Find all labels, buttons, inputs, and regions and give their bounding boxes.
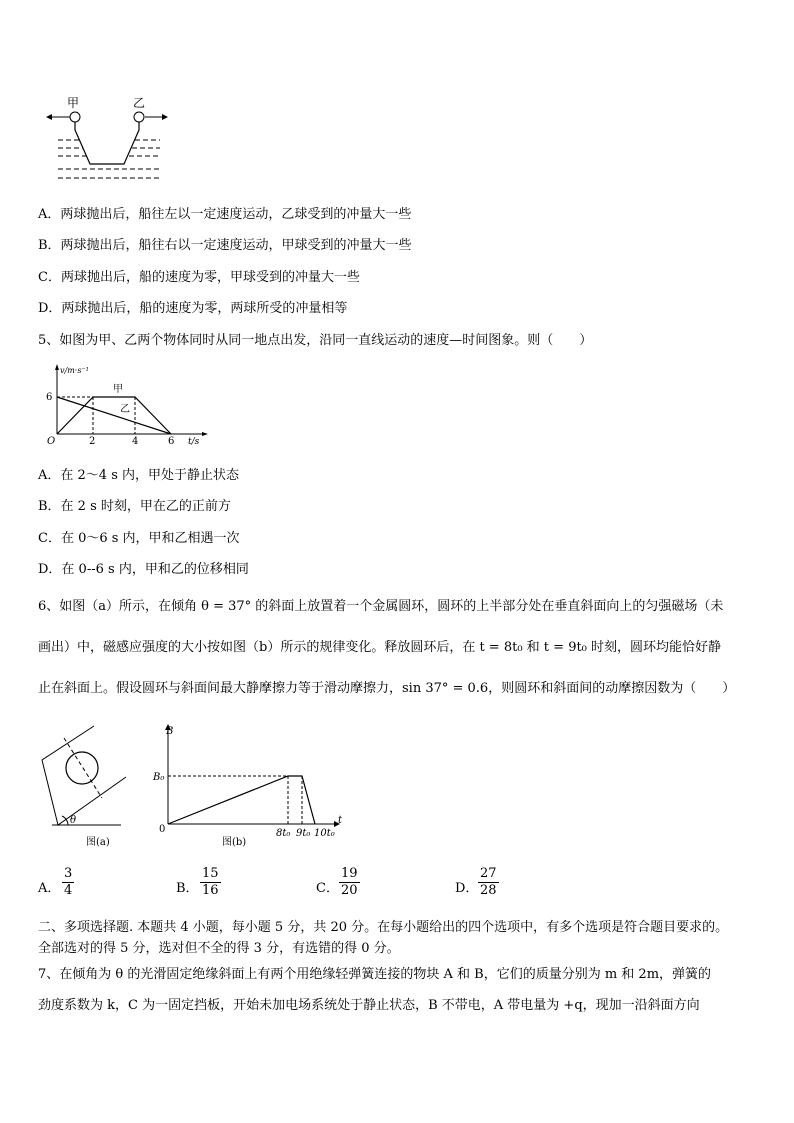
fig-b-x-tick-8: 8t₀: [276, 828, 291, 839]
fig-b-origin: 0: [159, 824, 166, 835]
fig-b-y-label: B: [166, 726, 174, 737]
q5-y-axis-label: v/m·s⁻¹: [60, 366, 89, 375]
q5-x-tick-6: 6: [168, 436, 175, 447]
q4-option-c: C．两球抛出后，船的速度为零，甲球受到的冲量大一些: [38, 270, 360, 285]
q6-option-a-den: 4: [64, 883, 73, 898]
q5-vt-graph: [40, 362, 215, 450]
q6-line3: 止在斜面上。假设圆环与斜面间最大静摩擦力等于滑动摩擦力，sin 37° = 0.6，则圆环和斜面间的动摩擦因数为（ ）: [38, 681, 736, 696]
q7-line1: 7、在倾角为 θ 的光滑固定绝缘斜面上有两个用绝缘轻弹簧连接的物块 A 和 B，它们的质量分别为 m 和 2m，弹簧的: [38, 967, 712, 982]
q5-x-tick-2: 2: [89, 436, 96, 447]
q5-origin: O: [47, 436, 56, 447]
q6-fig-a: [36, 720, 136, 850]
metal-ring: [66, 752, 98, 784]
q6-option-b-num: 15: [202, 866, 219, 881]
fig-b-x-tick-10: 10t₀: [314, 828, 335, 839]
q6-option-c-num: 19: [341, 866, 358, 881]
ball-yi: [134, 112, 144, 122]
fig-b-x-label: t: [338, 815, 343, 826]
q6-option-b-den: 16: [202, 883, 219, 898]
fig-a-caption: 图(a): [86, 837, 110, 848]
q6-option-d-num: 27: [480, 866, 497, 881]
q6-option-a-num: 3: [64, 866, 73, 881]
q7-line2: 劲度系数为 k，C 为一固定挡板，开始未加电场系统处于静止状态，B 不带电，A 带电量为 +q，现加一沿斜面方向: [38, 998, 700, 1013]
q6-line1: 6、如图（a）所示，在倾角 θ = 37° 的斜面上放置着一个金属圆环，圆环的上半部分处在垂直斜面向上的匀强磁场（未: [38, 599, 724, 614]
q5-label-yi: 乙: [120, 404, 130, 415]
boat-hull: [75, 122, 139, 164]
q4-option-b: B．两球抛出后，船往右以一定速度运动，甲球受到的冲量大一些: [38, 238, 412, 253]
incline-block: [42, 726, 126, 825]
q6-line2: 画出）中，磁感应强度的大小按如图（b）所示的规律变化。释放圆环后，在 t = 8t₀ 和 t = 9t₀ 时刻，圆环均能恰好静: [38, 640, 722, 655]
fig-b-x-tick-9: 9t₀: [296, 828, 311, 839]
q5-label-jia: 甲: [113, 384, 123, 395]
q5-x-axis-label: t/s: [188, 437, 200, 447]
section2-line2: 全部选对的得 5 分，选对但不全的得 3 分，有选错的得 0 分。: [38, 941, 400, 956]
angle-theta: θ: [70, 815, 77, 826]
fig-b-y-tick: B₀: [153, 772, 165, 783]
fig-b-caption: 图(b): [222, 837, 247, 848]
q6-option-a-letter: A．: [38, 881, 61, 896]
q6-option-c-letter: C．: [316, 881, 339, 896]
q6-option-c-fraction: [339, 866, 360, 899]
q5-y-tick-6: 6: [46, 392, 53, 403]
left-arrowhead: [46, 114, 52, 120]
fig-b-b-curve: [168, 776, 315, 824]
ball-jia: [70, 112, 80, 122]
q5-option-d: D．在 0--6 s 内，甲和乙的位移相同: [38, 562, 249, 577]
boat-label-right: 乙: [133, 96, 146, 110]
q6-option-d-fraction: [478, 866, 499, 899]
q6-option-a-fraction: [62, 866, 74, 899]
right-arrowhead: [162, 114, 168, 120]
q5-option-b: B．在 2 s 时刻，甲在乙的正前方: [38, 499, 231, 514]
q6-option-b-fraction: [200, 866, 221, 899]
q4-option-d: D．两球抛出后，船的速度为零，两球所受的冲量相等: [38, 301, 348, 316]
q6-option-c-den: 20: [341, 883, 358, 898]
q6-fig-b: [150, 720, 350, 850]
q5-x-tick-4: 4: [132, 436, 139, 447]
q5-option-c: C．在 0～6 s 内，甲和乙相遇一次: [38, 531, 240, 546]
field-boundary: [64, 738, 102, 798]
water-lines: [58, 140, 160, 178]
boat-label-left: 甲: [67, 96, 80, 110]
q5-line-yi: [57, 397, 171, 434]
q5-option-a: A．在 2～4 s 内，甲处于静止状态: [38, 468, 239, 483]
boat-figure: [40, 92, 175, 187]
q6-option-b-letter: B．: [176, 881, 199, 896]
q6-option-d-den: 28: [480, 883, 497, 898]
section2-line1: 二、多项选择题. 本题共 4 小题，每小题 5 分，共 20 分。在每小题给出的四个选项中，有多个选项是符合题目要求的。: [38, 920, 729, 935]
q4-option-a: A．两球抛出后，船往左以一定速度运动，乙球受到的冲量大一些: [38, 207, 412, 222]
q5-stem: 5、如图为甲、乙两个物体同时从同一地点出发，沿同一直线运动的速度—时间图象。则（ ）: [38, 333, 593, 348]
q6-option-d-letter: D．: [455, 881, 479, 896]
